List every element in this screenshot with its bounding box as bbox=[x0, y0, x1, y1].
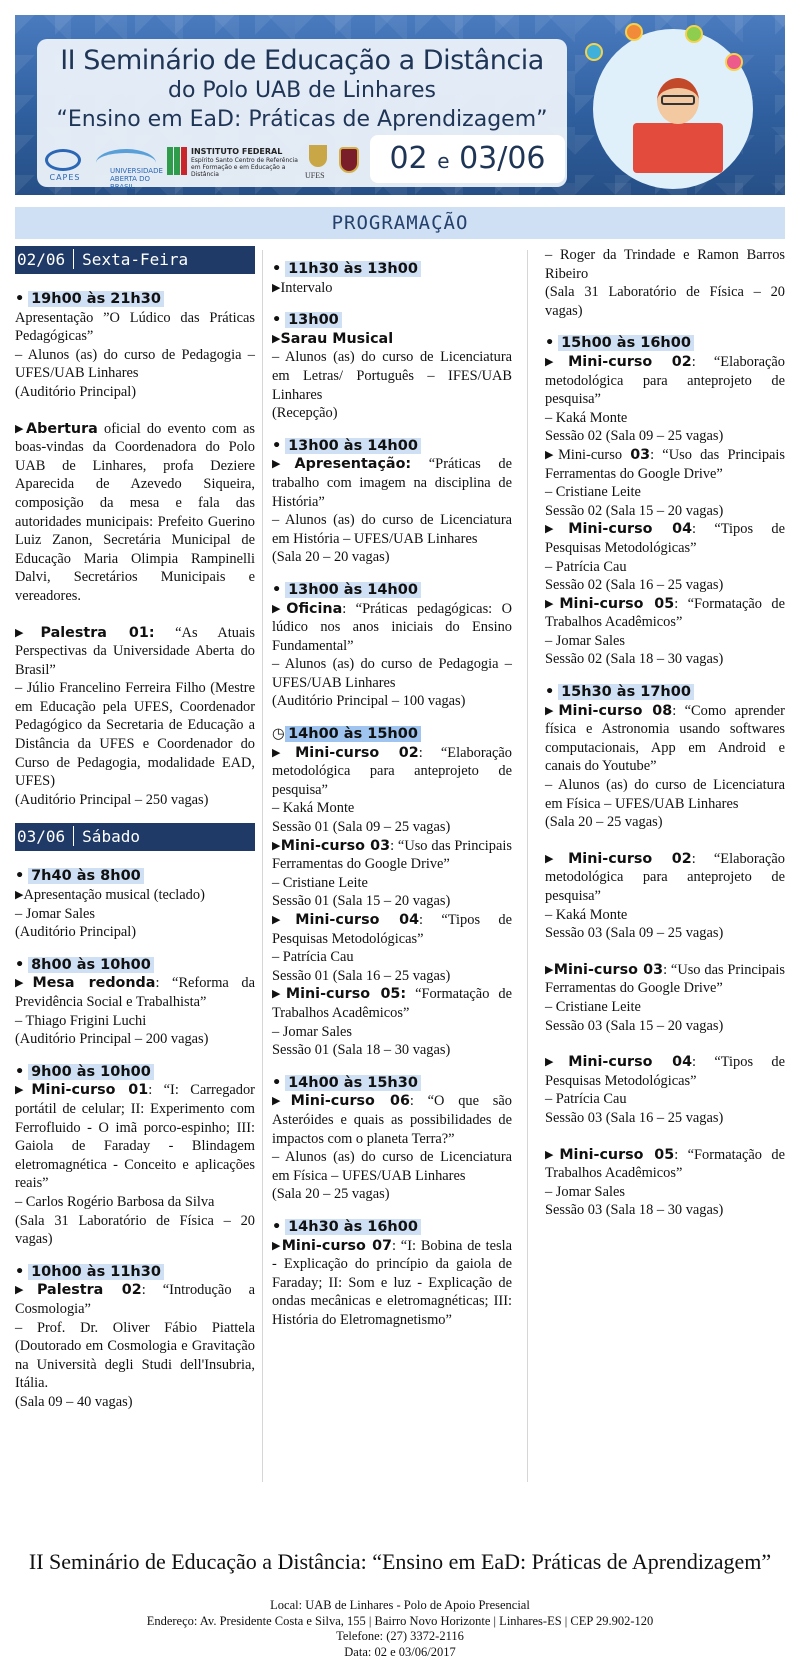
event-presenter: – Patrícia Cau bbox=[545, 558, 627, 575]
event-presenter: – Jomar Sales bbox=[545, 632, 625, 649]
event-presenter: – Carlos Rogério Barbosa da Silva bbox=[15, 1193, 215, 1210]
schedule-column-2 bbox=[272, 260, 512, 1329]
event-presenter: – Prof. Dr. Oliver Fábio Piattela (Doutorado em Cosmologia e Gravitação na Università degli Studi dell'Insubria, Itália. bbox=[15, 1319, 255, 1392]
footer-local: Local: UAB de Linhares - Polo de Apoio Presencial bbox=[270, 1598, 530, 1612]
uab-logo-text: UNIVERSIDADE ABERTA DO BRASIL bbox=[110, 167, 163, 191]
ufes-logo bbox=[305, 145, 331, 185]
event-location: Sessão 02 (Sala 18 – 30 vagas) bbox=[545, 651, 724, 668]
event-location: (Auditório Principal) bbox=[15, 383, 137, 400]
triangle-bullet-icon: ▶ bbox=[15, 1084, 32, 1097]
event-title: ▶Mini-curso 03: “Uso das Principais Ferramentas do Google Drive” bbox=[545, 961, 785, 997]
event-title: ▶Mini-curso 03: “Uso das Principais Ferramentas do Google Drive” bbox=[545, 446, 786, 482]
triangle-bullet-icon: ▶ bbox=[15, 1284, 37, 1297]
event-title: ▶Mini-curso 02: “Elaboração metodológica para anteprojeto de pesquisa” bbox=[272, 744, 512, 798]
triangle-bullet-icon: ▶ bbox=[272, 332, 281, 345]
event-opening: ▶Abertura oficial do evento com as boas-vindas da Coordenadora do Polo UAB de Linhares, profa Deziere Aparecida de Azevedo Siqueira, composição da mesa e fala das autoridades municipais: Prefeito Guerino Luiz Zanon, Secretária Municipal de Educação Maria Olimpia Rampinelli Dalvi, Secretários Municipais e vereadores. bbox=[15, 420, 255, 604]
linhares-crest-logo bbox=[337, 145, 361, 185]
event-location: (Recepção) bbox=[272, 405, 338, 422]
column-divider bbox=[262, 250, 263, 1482]
banner-title-line3: “Ensino em EaD: Práticas de Aprendizagem” bbox=[56, 107, 548, 132]
event-title: ▶Intervalo bbox=[272, 279, 333, 296]
banner-date-start: 02 bbox=[389, 141, 428, 176]
triangle-bullet-icon: ▶ bbox=[545, 448, 559, 461]
event-title: ▶Apresentação: “Práticas de trabalho com imagem na disciplina de História” bbox=[272, 456, 512, 510]
event-location: (Auditório Principal – 250 vagas) bbox=[15, 791, 209, 808]
day-name: Sexta-Feira bbox=[82, 250, 189, 269]
event-title: ▶Mesa redonda: “Reforma da Previdência Social e Trabalhista” bbox=[15, 975, 255, 1010]
event-lecture-01: ▶Palestra 01: “As Atuais Perspectivas da Universidade Aberta do Brasil” bbox=[15, 624, 255, 678]
triangle-bullet-icon: ▶ bbox=[272, 458, 295, 471]
triangle-bullet-icon: ▶ bbox=[15, 977, 33, 990]
event-presenter: – Cristiane Leite bbox=[272, 874, 368, 891]
event-title: ▶Mini-curso 05: “Formatação de Trabalhos Acadêmicos” bbox=[272, 986, 512, 1021]
event-title: ▶Mini-curso 06: “O que são Asteróides e quais as possibilidades de impactos com o planeta Terra?” bbox=[272, 1093, 512, 1147]
event-title: ▶Mini-curso 04: “Tipos de Pesquisas Metodológicas” bbox=[272, 912, 512, 947]
time-slot: • 13h00 bbox=[272, 311, 512, 330]
banner-title-line2: do Polo UAB de Linhares bbox=[168, 78, 436, 103]
event-location: (Auditório Principal) bbox=[15, 924, 137, 941]
event-title: ▶Mini-curso 08: “Como aprender física e Astronomia usando softwares computacionais, App em Android e canais do Youtube” bbox=[545, 702, 785, 775]
triangle-bullet-icon: ▶ bbox=[545, 963, 554, 976]
event-presenter: – Alunos (as) do curso de Licenciatura em História – UFES/UAB Linhares bbox=[272, 512, 512, 547]
triangle-bullet-icon: ▶ bbox=[545, 523, 569, 536]
event-location: (Sala 20 – 20 vagas) bbox=[272, 549, 390, 566]
event-title: ▶Apresentação musical (teclado) bbox=[15, 887, 205, 904]
footer-date: Data: 02 e 03/06/2017 bbox=[344, 1644, 456, 1659]
day-name: Sábado bbox=[82, 827, 140, 847]
clock-icon: ◷ bbox=[272, 726, 285, 743]
triangle-bullet-icon: ▶ bbox=[272, 746, 296, 759]
event-title: ▶Mini-curso 04: “Tipos de Pesquisas Metodológicas” bbox=[545, 521, 785, 556]
ifes-logo-title: INSTITUTO FEDERAL bbox=[191, 147, 283, 156]
footer-phone: Telefone: (27) 3372-2116 bbox=[336, 1629, 464, 1643]
triangle-bullet-icon: ▶ bbox=[272, 988, 286, 1001]
ufes-logo-text: UFES bbox=[305, 171, 325, 180]
event-banner bbox=[15, 15, 785, 195]
event-title: ▶Mini-curso 05: “Formatação de Trabalhos Acadêmicos” bbox=[545, 1146, 785, 1182]
teacher-illustration-icon bbox=[585, 23, 760, 193]
triangle-bullet-icon: ▶ bbox=[545, 1056, 569, 1069]
event-presenter: – Alunos (as) do curso de Pedagogia – UFES/UAB Linhares bbox=[272, 656, 512, 691]
schedule-column-1 bbox=[15, 246, 255, 1411]
event-title: ▶Mini-curso 07: “I: Bobina de tesla - Explicação do princípio da gaiola de Faraday; II: Som e luz - Explicação de ondas mecânicas e eletromagnéticas; III: História do Eletromagnetismo” bbox=[272, 1237, 512, 1328]
banner-date-conj: e bbox=[437, 149, 450, 173]
day-header-saturday bbox=[15, 823, 255, 851]
event-location: (Sala 20 – 25 vagas) bbox=[272, 1186, 390, 1203]
event-presenter: – Kaká Monte bbox=[545, 409, 628, 426]
event-title: ▶Mini-curso 02: “Elaboração metodológica para anteprojeto de pesquisa” bbox=[545, 850, 785, 904]
triangle-bullet-icon: ▶ bbox=[15, 889, 24, 902]
event-presenter: – Jomar Sales bbox=[272, 1023, 352, 1040]
triangle-bullet-icon: ▶ bbox=[545, 704, 559, 717]
footer-contact-info bbox=[0, 1598, 800, 1660]
triangle-bullet-icon: ▶ bbox=[272, 1239, 282, 1252]
banner-date bbox=[370, 135, 565, 183]
event-presenter: – Júlio Francelino Ferreira Filho (Mestre em Educação pela UFES, Coordenador Pedagógico da Secretaria de Educação a Distância da UFES e Coordenador do Curso de Pedagogia, modalidade EAD, UFES) bbox=[15, 680, 255, 790]
ifes-logo bbox=[167, 145, 297, 185]
capes-logo bbox=[41, 145, 85, 185]
event-location: Sessão 01 (Sala 09 – 25 vagas) bbox=[272, 819, 451, 836]
footer-address: Endereço: Av. Presidente Costa e Silva, 155 | Bairro Novo Horizonte | Linhares-ES | CEP 29.902-120 bbox=[146, 1613, 654, 1628]
day-date: 03/06 bbox=[17, 827, 66, 847]
event-location: Sessão 01 (Sala 18 – 30 vagas) bbox=[272, 1042, 451, 1059]
event-title: ▶Mini-curso 05: “Formatação de Trabalhos Acadêmicos” bbox=[545, 595, 785, 631]
time-slot: ◷ 14h00 às 15h00 bbox=[272, 725, 512, 744]
event-presenter: – Alunos (as) do curso de Licenciatura em Letras/ Português – IFES/UAB Linhares bbox=[272, 349, 512, 403]
event-presenter: – Kaká Monte bbox=[272, 800, 355, 817]
event-presenter: – Kaká Monte bbox=[545, 906, 628, 923]
schedule-column-3 bbox=[545, 246, 785, 1220]
triangle-bullet-icon: ▶ bbox=[272, 839, 281, 852]
event-title: Apresentação ”O Lúdico das Práticas Pedagógicas” bbox=[15, 309, 255, 345]
event-presenter: – Thiago Frigini Luchi bbox=[15, 1012, 147, 1029]
event-location: (Sala 31 Laboratório de Física – 20 vagas) bbox=[545, 284, 785, 319]
day-date: 02/06 bbox=[17, 250, 66, 269]
event-presenter: – Alunos (as) do curso de Pedagogia – UFES/UAB Linhares bbox=[15, 346, 255, 382]
time-slot: • 9h00 às 10h00 bbox=[15, 1063, 255, 1082]
triangle-bullet-icon: ▶ bbox=[545, 597, 560, 610]
event-presenter: – Alunos (as) do curso de Licenciatura em Física – UFES/UAB Linhares bbox=[545, 777, 785, 812]
triangle-bullet-icon: ▶ bbox=[545, 355, 569, 368]
time-slot: • 15h00 às 16h00 bbox=[545, 334, 785, 353]
event-location: Sessão 03 (Sala 16 – 25 vagas) bbox=[545, 1109, 724, 1126]
partner-logos bbox=[37, 145, 357, 191]
banner-title-line1: II Seminário de Educação a Distância bbox=[60, 45, 544, 76]
triangle-bullet-icon: ▶ bbox=[272, 914, 296, 926]
event-location: Sessão 02 (Sala 09 – 25 vagas) bbox=[545, 428, 724, 445]
event-presenter: – Patrícia Cau bbox=[272, 949, 354, 966]
event-title: ▶Palestra 02: “Introdução a Cosmologia” bbox=[15, 1282, 255, 1317]
time-slot: • 8h00 às 10h00 bbox=[15, 956, 255, 975]
time-slot: • 14h30 às 16h00 bbox=[272, 1218, 512, 1237]
triangle-bullet-icon: ▶ bbox=[272, 602, 287, 615]
event-location: (Sala 31 Laboratório de Física – 20 vagas) bbox=[15, 1212, 255, 1248]
uab-logo bbox=[92, 145, 163, 191]
event-location: Sessão 03 (Sala 09 – 25 vagas) bbox=[545, 925, 724, 942]
time-slot: • 11h30 às 13h00 bbox=[272, 260, 512, 279]
event-location: (Sala 20 – 25 vagas) bbox=[545, 814, 663, 831]
time-slot: • 19h00 às 21h30 bbox=[15, 290, 255, 309]
event-location: (Sala 09 – 40 vagas) bbox=[15, 1393, 133, 1410]
triangle-bullet-icon: ▶ bbox=[545, 1148, 560, 1161]
event-title: ▶Mini-curso 02: “Elaboração metodológica para anteprojeto de pesquisa” bbox=[545, 353, 785, 408]
ifes-logo-subtitle: Espírito Santo Centro de Referência em Formação e em Educação a Distância bbox=[191, 157, 298, 178]
event-presenter: – Jomar Sales bbox=[545, 1183, 625, 1200]
event-title: ▶Sarau Musical bbox=[272, 330, 394, 347]
event-presenter: – Roger da Trindade e Ramon Barros Ribeiro bbox=[545, 247, 785, 282]
capes-logo-text: CAPES bbox=[49, 173, 81, 182]
event-location: Sessão 01 (Sala 16 – 25 vagas) bbox=[272, 967, 451, 984]
programme-heading: PROGRAMAÇÃO bbox=[15, 207, 785, 239]
time-slot: • 10h00 às 11h30 bbox=[15, 1263, 255, 1282]
event-location: Sessão 02 (Sala 16 – 25 vagas) bbox=[545, 577, 724, 594]
triangle-bullet-icon: ▶ bbox=[15, 626, 41, 639]
triangle-bullet-icon: ▶ bbox=[15, 422, 27, 435]
triangle-bullet-icon: ▶ bbox=[272, 1095, 291, 1108]
time-slot: • 7h40 às 8h00 bbox=[15, 867, 255, 886]
event-location: Sessão 02 (Sala 15 – 20 vagas) bbox=[545, 502, 724, 519]
event-presenter: – Cristiane Leite bbox=[545, 998, 641, 1015]
time-slot: • 13h00 às 14h00 bbox=[272, 581, 512, 600]
event-location: Sessão 03 (Sala 18 – 30 vagas) bbox=[545, 1202, 724, 1219]
footer-title: II Seminário de Educação a Distância: “Ensino em EaD: Práticas de Aprendizagem” bbox=[28, 1549, 772, 1574]
event-title: ▶Mini-curso 01: “I: Carregador portátil de celular; II: Experimento com Ferrofluido - O imã porco-espinho; III: Gaiola de Faraday - Blindagem eletromagnética - Conceito e aplicações reais” bbox=[15, 1082, 255, 1192]
event-presenter: – Patrícia Cau bbox=[545, 1091, 627, 1108]
column-divider bbox=[527, 250, 528, 1482]
event-title: ▶Mini-curso 04: “Tipos de Pesquisas Metodológicas” bbox=[545, 1054, 785, 1089]
banner-date-end: 03/06 bbox=[459, 141, 546, 176]
event-location: (Auditório Principal – 100 vagas) bbox=[272, 693, 466, 710]
event-presenter: – Alunos (as) do curso de Licenciatura em Física – UFES/UAB Linhares bbox=[272, 1149, 512, 1184]
event-location: Sessão 01 (Sala 15 – 20 vagas) bbox=[272, 893, 451, 910]
triangle-bullet-icon: ▶ bbox=[272, 281, 281, 294]
event-location: Sessão 03 (Sala 15 – 20 vagas) bbox=[545, 1017, 724, 1034]
triangle-bullet-icon: ▶ bbox=[545, 852, 569, 865]
time-slot: • 15h30 às 17h00 bbox=[545, 683, 785, 702]
event-title: ▶Oficina: “Práticas pedagógicas: O lúdico nos anos iniciais do Ensino Fundamental” bbox=[272, 600, 512, 654]
event-title: ▶Mini-curso 03: “Uso das Principais Ferramentas do Google Drive” bbox=[272, 837, 512, 873]
event-presenter: – Cristiane Leite bbox=[545, 484, 641, 501]
time-slot: • 14h00 às 15h30 bbox=[272, 1074, 512, 1093]
event-presenter: – Jomar Sales bbox=[15, 905, 95, 922]
event-location: (Auditório Principal – 200 vagas) bbox=[15, 1031, 209, 1048]
time-slot: • 13h00 às 14h00 bbox=[272, 437, 512, 456]
day-header-friday bbox=[15, 246, 255, 274]
